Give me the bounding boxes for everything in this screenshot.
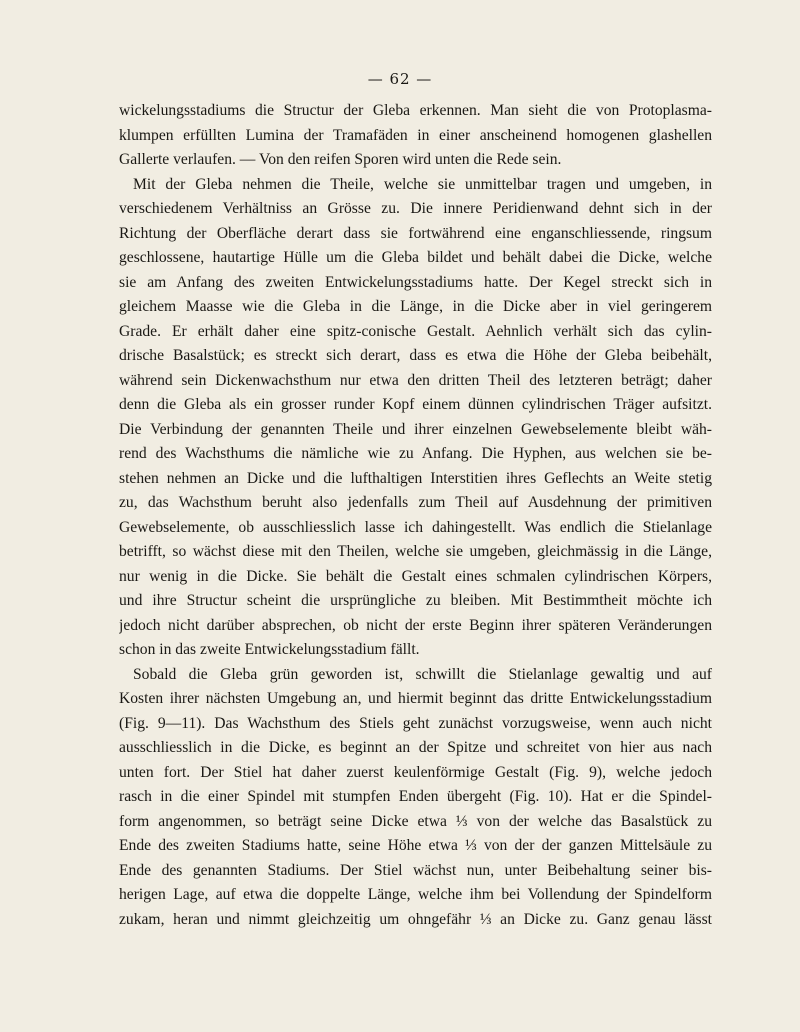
text-line: Gallerte verlaufen. — Von den reifen Sporen wird unten die Rede sein. [119,151,562,168]
text-line: ausschliesslich in die Dicke, es beginnt an der Spitze und schreitet von hier aus nach [119,739,712,756]
body-text [119,99,712,932]
text-line: wickelungsstadiums die Structur der Gleba erkennen. Man sieht die von Protoplasma- [119,102,712,119]
text-line: während sein Dickenwachsthum nur etwa den dritten Theil des letzteren beträgt; daher [119,371,712,389]
text-line: Kosten ihrer nächsten Umgebung an, und hiermit beginnt das dritte Entwickelungsstadium [119,690,712,707]
text-line: drische Basalstück; es streckt sich derart, dass es etwa die Höhe der Gleba beibehält, [119,347,712,364]
text-line: Gewebselemente, ob ausschliesslich lasse ich dahingestellt. Was endlich die Stielanlage [119,518,712,536]
text-line: Grade. Er erhält daher eine spitz-conische Gestalt. Aehnlich verhält sich das cylin- [119,322,712,340]
text-line: Die Verbindung der genannten Theile und ihrer einzelnen Gewebselemente bleibt wäh- [119,420,712,438]
text-line: geschlossene, hautartige Hülle um die Gleba bildet und behält dabei die Dicke, welche [119,249,712,266]
text-line: betrifft, so wächst diese mit den Theilen, welche sie umgeben, gleichmässig in die Länge, [119,543,712,560]
text-line: stehen nehmen an Dicke und die lufthaltigen Interstitien ihres Geflechts an Weite stetig [119,469,712,487]
text-line: zukam, heran und nimmt gleichzeitig um ohngefähr ⅓ an Dicke zu. Ganz genau lässt [119,910,712,928]
text-line: rend des Wachsthums die nämliche wie zu Anfang. Die Hyphen, aus welchen sie be- [119,445,712,462]
page-number: — 62 — [367,70,433,88]
text-line: verschiedenem Verhältniss an Grösse zu. Die innere Peridienwand dehnt sich in der [119,200,712,217]
text-line: sie am Anfang des zweiten Entwickelungsstadiums hatte. Der Kegel streckt sich in [119,273,712,291]
text-line: denn die Gleba als ein grosser runder Kopf einem dünnen cylindrischen Träger aufsitzt. [119,396,712,413]
text-line: schon in das zweite Entwickelungsstadium fällt. [119,641,420,658]
text-line: Richtung der Oberfläche derart dass sie fortwährend eine enganschliessende, ringsum [119,224,712,242]
text-line: herigen Lage, auf etwa die doppelte Länge, welche ihm bei Vollendung der Spindelform [119,886,712,903]
text-line: zu, das Wachsthum beruht also jedenfalls zum Theil auf Ausdehnung der primitiven [119,494,712,511]
text-line: rasch in die einer Spindel mit stumpfen Enden übergeht (Fig. 10). Hat er die Spindel- [119,788,712,805]
text-line: gleichem Maasse wie die Gleba in die Länge, in die Dicke aber in viel geringerem [119,298,712,315]
text-line: Sobald die Gleba grün geworden ist, schwillt die Stielanlage gewaltig und auf [133,665,712,683]
text-line: Ende des genannten Stadiums. Der Stiel wächst nun, unter Beibehaltung seiner bis- [119,861,712,879]
text-line: klumpen erfüllten Lumina der Tramafäden in einer anscheinend homogenen glashellen [119,126,712,144]
text-line: und ihre Structur scheint die ursprüngliche zu bleiben. Mit Bestimmtheit möchte ich [119,592,712,609]
text-line: (Fig. 9—11). Das Wachsthum des Stiels geht zunächst vorzugsweise, wenn auch nicht [119,714,712,732]
text-line: nur wenig in die Dicke. Sie behält die Gestalt eines schmalen cylindrischen Körpers, [119,567,712,585]
text-line: unten fort. Der Stiel hat daher zuerst keulenförmige Gestalt (Fig. 9), welche jedoch [119,763,712,781]
text-line: jedoch nicht darüber absprechen, ob nicht der erste Beginn ihrer späteren Veränderungen [119,616,712,634]
text-line: Mit der Gleba nehmen die Theile, welche sie unmittelbar tragen und umgeben, in [133,175,712,193]
text-line: Ende des zweiten Stadiums hatte, seine Höhe etwa ⅓ von der der ganzen Mittelsäule zu [119,837,712,854]
text-line: form angenommen, so beträgt seine Dicke etwa ⅓ von der welche das Basalstück zu [119,812,712,830]
